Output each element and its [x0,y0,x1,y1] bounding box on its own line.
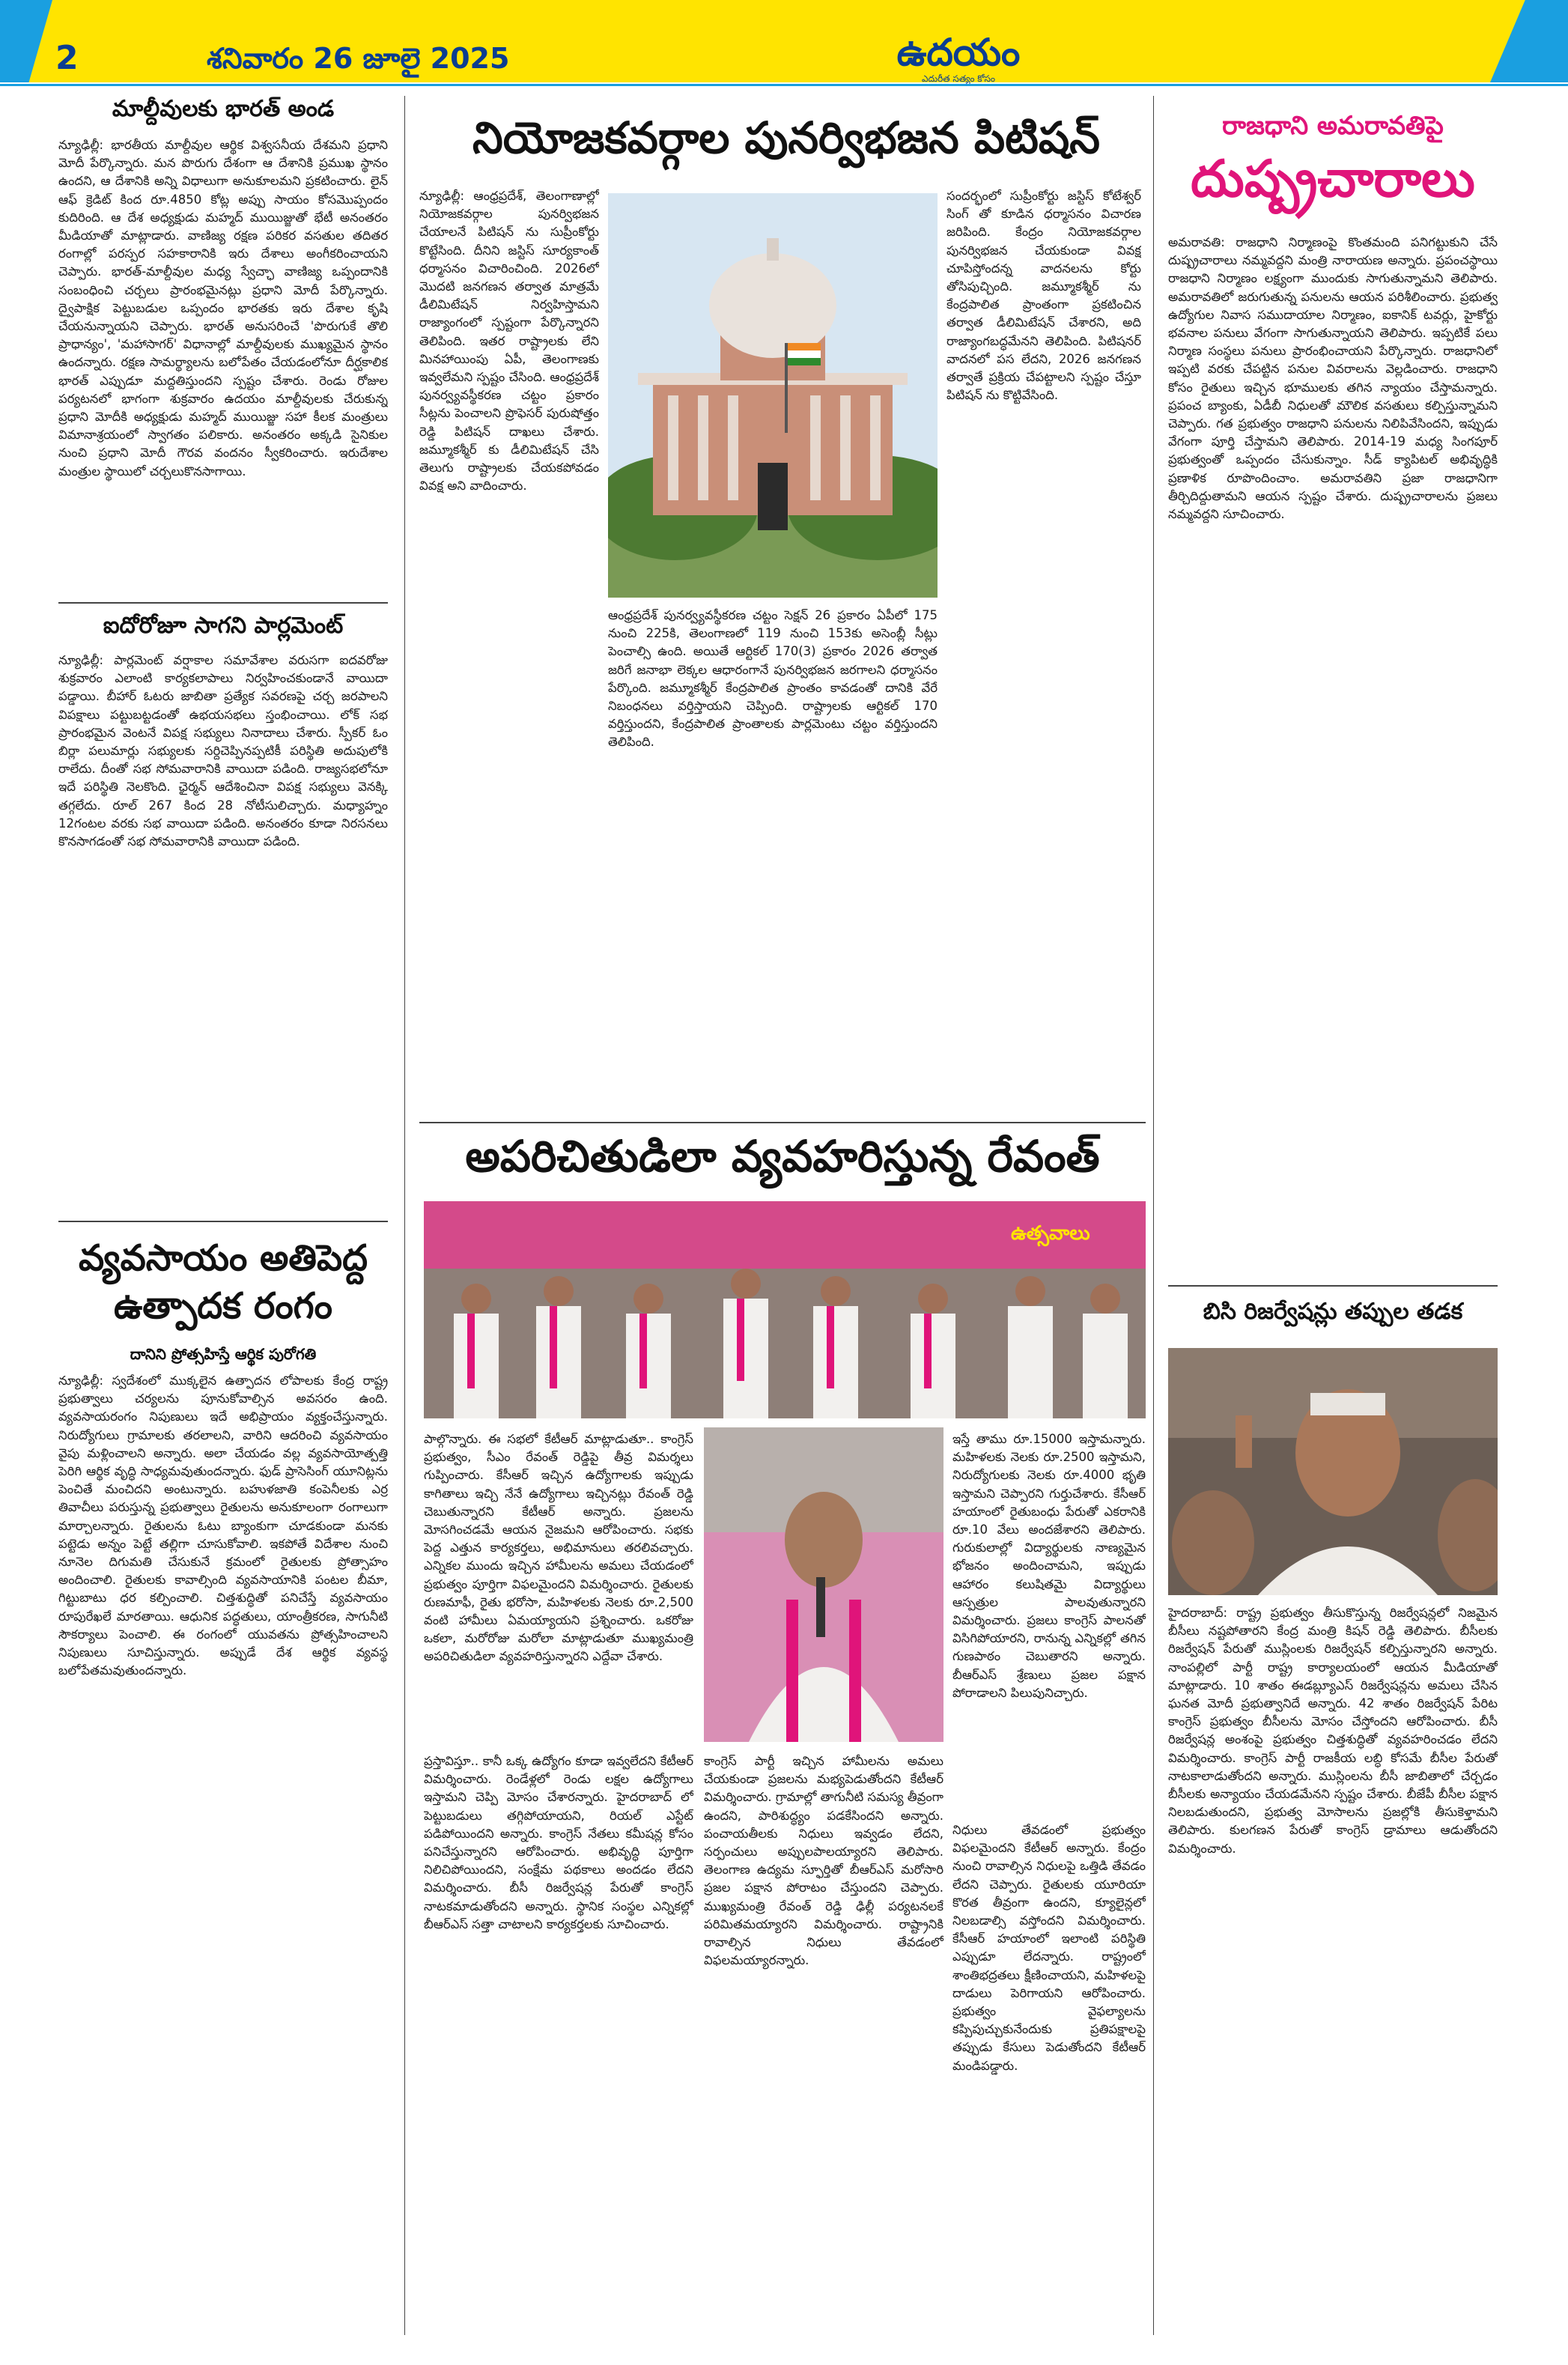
kishan-reddy-photo [1168,1348,1498,1595]
date-line: శనివారం 26 జూలై 2025 [207,42,510,75]
rally-banner-text: ఉత్సవాలు [1011,1222,1090,1245]
revanth-body-a: పాల్గొన్నారు. ఈ సభలో కేటీఆర్ మాట్లాడుతూ.. కాంగ్రెస్ ప్రభుత్వం, సీఎం రేవంత్ రెడ్డిపై తీవ్ర విమర్శలు గుప్పించారు. కేసీఆర్ ఇచ్చిన ఉద్యోగాలకు ఇప్పుడు కాగితాలు ఇచ్చి నేనే ఉద్యోగాలు ఇచ్చినట్లు రేవంత్ రెడ్డి చెబుతున్నారని కేటీఆర్ అన్నారు. ప్రజలను మోసగించడమే ఆయన నైజమని ఆరోపించారు. సభకు పెద్ద ఎత్తున కార్యకర్తలు, అభిమానులు తరలివచ్చారు. ఎన్నికల ముందు ఇచ్చిన హామీలను అమలు చేయడంలో ప్రభుత్వం పూర్తిగా విఫలమైందని విమర్శించారు. రైతులకు రుణమాఫీ, రైతు భరోసా, మహిళలకు నెలకు రూ.2,500 వంటి హామీలు ఏమయ్యాయని ప్రశ్నించారు. ఒకరోజు ఒకలా, మరోరోజు మరోలా మాట్లాడుతూ ముఖ్యమంత్రి అపరిచితుడిలా వ్యవహరిస్తున్నారని ఎద్దేవా చేశారు. [424,1432,693,1664]
ktr-rally-photo [424,1201,1146,1418]
divider [1168,1285,1498,1287]
revanth-headline: అపరిచితుడిలా వ్యవహరిస్తున్న రేవంత్ [465,1131,1100,1182]
story3-subheadline: దానిని ప్రోత్సహిస్తే ఆర్థిక పురోగతి [130,1345,317,1363]
logo-tagline: ఎదురీత సత్యం కోసం [921,73,996,84]
lead-body-left: న్యూఢిల్లీ: ఆంధ్రప్రదేశ్, తెలంగాణాల్లో నియోజకవర్గాల పునర్విభజన చేయాలనే పిటిషన్ ను సుప్రీంకోర్టు కొట్టేసింది. దీనిని జస్టిస్ సూర్యకాంత్ ధర్మాసనం విచారించింది. 2026లో మొదటి జనగణన తర్వాత మాత్రమే డీలిమిటేషన్ నిర్వహిస్తామని రాజ్యాంగంలో స్పష్టంగా పేర్కొన్నారని తెలిపింది. ఇతర రాష్ట్రాలకు లేని మినహాయింపు ఏపీ, తెలంగాణకు ఇవ్వలేమని స్పష్టం చేసింది. ఆంధ్రప్రదేశ్ పునర్వ్యవస్థీకరణ చట్టం ప్రకారం సీట్లను పెంచాలని ప్రొఫెసర్ పురుషోత్తం రెడ్డి పిటిషన్ దాఖలు చేశారు. జమ్మూకశ్మీర్ కు డీలిమిటేషన్ చేసి తెలుగు రాష్ట్రాలకు చేయకపోవడం వివక్ష అని వాదించారు. [419,189,599,494]
masthead-rule [0,84,1568,86]
column-rule [1153,96,1154,2335]
ktr-portrait-photo [704,1427,943,1742]
divider [58,1221,388,1222]
divider [58,602,388,604]
column-rule [404,96,405,2335]
story1-headline: మాల్దీవులకు భారత్ అండ [112,96,335,122]
revanth-body-c: ప్రస్తావిస్తూ.. కానీ ఒక్క ఉద్యోగం కూడా ఇవ్వలేదని కేటీఆర్ విమర్శించారు. రెండేళ్లలో రెండు లక్షల ఉద్యోగాలు ఇస్తామని చెప్పి మోసం చేశారన్నారు. హైదరాబాద్ లో పెట్టుబడులు తగ్గిపోయాయని, రియల్ ఎస్టేట్ పడిపోయిందని అన్నారు. కాంగ్రెస్ నేతలు కమీషన్ల కోసం పనిచేస్తున్నారని ఆరోపించారు. అభివృద్ధి పూర్తిగా నిలిచిపోయిందని, సంక్షేమ పథకాలు అందడం లేదని విమర్శించారు. బీసీ రిజర్వేషన్ల పేరుతో కాంగ్రెస్ నాటకమాడుతోందని అన్నారు. స్థానిక సంస్థల ఎన్నికల్లో బీఆర్ఎస్ సత్తా చాటాలని కార్యకర్తలకు సూచించారు. [424,1754,693,1931]
supreme-court-building-photo [608,193,938,598]
lead-body-right: సందర్భంలో సుప్రీంకోర్టు జస్టిస్ కోటేశ్వర్ సింగ్ తో కూడిన ధర్మాసనం విచారణ జరిపింది. కేంద్రం నియోజకవర్గాల పునర్విభజన చేయకుండా వివక్ష చూపిస్తోందన్న వాదనలను కోర్టు తోసిపుచ్చింది. జమ్మూకశ్మీర్ ను కేంద్రపాలిత ప్రాంతంగా ప్రకటించిన తర్వాత డీలిమిటేషన్ చేశారని, అది రాజ్యాంగబద్ధమేనని తెలిపింది. పిటిషనర్ వాదనలో పస లేదని, 2026 జనగణన తర్వాతే ప్రక్రియ చేపట్టాలని స్పష్టం చేస్తూ పిటిషన్ ను కొట్టివేసింది. [946,189,1141,403]
revanth-body-b: ఇస్తే తాము రూ.15000 ఇస్తామన్నారు. మహిళలకు నెలకు రూ.2500 ఇస్తామని, నిరుద్యోగులకు నెలకు రూ.4000 భృతి ఇస్తామని చెప్పారని గుర్తుచేశారు. కేసీఆర్ హయాంలో రైతుబంధు పేరుతో ఎకరానికి రూ.10 వేలు అందజేశారని తెలిపారు. గురుకులాల్లో విద్యార్థులకు నాణ్యమైన భోజనం అందించామని, ఇప్పుడు ఆహారం కలుషితమై విద్యార్థులు ఆస్పత్రుల పాలవుతున్నారని విమర్శించారు. ప్రజలు కాంగ్రెస్ పాలనతో విసిగిపోయారని, రానున్న ఎన్నికల్లో తగిన గుణపాఠం చెబుతారని అన్నారు. బీఆర్ఎస్ శ్రేణులు ప్రజల పక్షాన పోరాడాలని పిలుపునిచ్చారు. [952,1432,1146,1700]
right-body: అమరావతి: రాజధాని నిర్మాణంపై కొంతమంది పనిగట్టుకుని చేసే దుష్ప్రచారాలు నమ్మవద్దని మంత్రి నారాయణ అన్నారు. ప్రపంచస్థాయి రాజధాని నిర్మాణం లక్ష్యంగా ముందుకు సాగుతున్నామని తెలిపారు. అమరావతిలో జరుగుతున్న పనులను ఆయన పరిశీలించారు. ప్రభుత్వ ఉద్యోగుల నివాస సముదాయాల నిర్మాణం, ఐకానిక్ టవర్లు, హైకోర్టు భవనాల పనులు వేగంగా సాగుతున్నాయని తెలిపారు. ఇప్పటికే పలు నిర్మాణ సంస్థలు పనులు ప్రారంభించాయని పేర్కొన్నారు. రాజధానిలో ఇప్పటి వరకు చేపట్టిన పనుల వివరాలను వెల్లడించారు. రాజధాని కోసం రైతులు ఇచ్చిన భూములకు తగిన న్యాయం చేస్తామన్నారు. ప్రపంచ బ్యాంకు, ఏడీబీ నిధులతో మౌలిక వసతులు కల్పిస్తున్నామని చెప్పారు. గత ప్రభుత్వం రాజధాని పనులను నిలిపివేసిందని, ఇప్పుడు వేగంగా పూర్తి చేస్తామని తెలిపారు. 2014-19 మధ్య సింగపూర్ ప్రభుత్వంతో ఒప్పందం చేసుకున్నాం. సీడ్ క్యాపిటల్ అభివృద్ధికి ప్రణాళిక రూపొందించాం. అమరావతిని ప్రజా రాజధానిగా తీర్చిదిద్దుతామని ఆయన స్పష్టం చేశారు. దుష్ప్రచారాలను ప్రజలు నమ్మవద్దని సూచించారు. [1168,235,1498,522]
right-kicker: రాజధాని అమరావతిపై [1222,111,1444,141]
revanth-body-d: కాంగ్రెస్ పార్టీ ఇచ్చిన హామీలను అమలు చేయకుండా ప్రజలను మభ్యపెడుతోందని కేటీఆర్ విమర్శించారు. గ్రామాల్లో తాగునీటి సమస్య తీవ్రంగా ఉందని, పారిశుద్ధ్యం పడకేసిందని అన్నారు. పంచాయతీలకు నిధులు ఇవ్వడం లేదని, సర్పంచులు అప్పులపాలయ్యారని తెలిపారు. తెలంగాణ ఉద్యమ స్ఫూర్తితో బీఆర్ఎస్ మరోసారి ప్రజల పక్షాన పోరాటం చేస్తుందని చెప్పారు. ముఖ్యమంత్రి రేవంత్ రెడ్డి ఢిల్లీ పర్యటనలకే పరిమితమయ్యారని విమర్శించారు. రాష్ట్రానికి రావాల్సిన నిధులు తేవడంలో విఫలమయ్యారన్నారు. [704,1754,943,1968]
lead-body-mid: ఆంధ్రప్రదేశ్ పునర్వ్యవస్థీకరణ చట్టం సెక్షన్ 26 ప్రకారం ఏపీలో 175 నుంచి 225కి, తెలంగాణలో 119 నుంచి 153కు అసెంబ్లీ సీట్లు పెంచాల్సి ఉంది. అయితే ఆర్టికల్ 170(3) ప్రకారం 2026 తర్వాత జరిగే జనాభా లెక్కల ఆధారంగానే పునర్విభజన జరగాలని ధర్మాసనం పేర్కొంది. జమ్మూకశ్మీర్ కేంద్రపాలిత ప్రాంతం కావడంతో దానికి వేరే నిబంధనలు వర్తిస్తాయని చెప్పింది. రాష్ట్రాలకు ఆర్టికల్ 170 వర్తిస్తుందని, కేంద్రపాలిత ప్రాంతాలకు పార్లమెంటు చట్టం వర్తిస్తుందని తెలిపింది. [608,608,938,750]
revanth-body-e: నిధులు తేవడంలో ప్రభుత్వం విఫలమైందని కేటీఆర్ అన్నారు. కేంద్రం నుంచి రావాల్సిన నిధులపై ఒత్తిడి తేవడం లేదని చెప్పారు. రైతులకు యూరియా కొరత తీవ్రంగా ఉందని, క్యూలైన్లలో నిలబడాల్సి వస్తోందని విమర్శించారు. కేసీఆర్ హయాంలో ఇలాంటి పరిస్థితి ఎప్పుడూ లేదన్నారు. రాష్ట్రంలో శాంతిభద్రతలు క్షీణించాయని, మహిళలపై దాడులు పెరిగాయని ఆరోపించారు. ప్రభుత్వం వైఫల్యాలను కప్పిపుచ్చుకునేందుకు ప్రతిపక్షాలపై తప్పుడు కేసులు పెడుతోందని కేటీఆర్ మండిపడ్డారు. [952,1823,1146,2073]
divider [419,1122,1146,1123]
story2-headline: ఐదోరోజూ సాగని పార్లమెంట్ [103,613,344,639]
right-story2-body: హైదరాబాద్: రాష్ట్ర ప్రభుత్వం తీసుకొస్తున్న రిజర్వేషన్లలో నిజమైన బీసీలు నష్టపోతారని కేంద్ర మంత్రి కిషన్ రెడ్డి తెలిపారు. బీసీలకు రిజర్వేషన్ పేరుతో ముస్లింలకు రిజర్వేషన్ కల్పిస్తున్నారని అన్నారు. నాంపల్లిలో పార్టీ రాష్ట్ర కార్యాలయంలో ఆయన మీడియాతో మాట్లాడారు. 10 శాతం ఈడబ్ల్యూఎస్ రిజర్వేషన్లను అమలు చేసిన ఘనత మోదీ ప్రభుత్వానిదే అన్నారు. 42 శాతం రిజర్వేషన్ పేరిట కాంగ్రెస్ ప్రభుత్వం బీసీలను మోసం చేస్తోందని ఆరోపించారు. బీసీ రిజర్వేషన్ల అంశంపై ప్రభుత్వం చిత్తశుద్ధితో వ్యవహరించడం లేదని విమర్శించారు. కాంగ్రెస్ పార్టీ రాజకీయ లబ్ధి కోసమే బీసీల పేరుతో నాటకాలాడుతోందని అన్నారు. ముస్లింలను బీసీ జాబితాలో చేర్చడం బీసీలకు అన్యాయం చేయడమేనని స్పష్టం చేశారు. బీజేపీ బీసీల పక్షాన నిలబడుతుందని, ప్రభుత్వ మోసాలను ప్రజల్లోకి తీసుకెళ్తామని తెలిపారు. కులగణన పేరుతో కాంగ్రెస్ డ్రామాలు ఆడుతోందని విమర్శించారు. [1168,1606,1498,1856]
newspaper-logo: ఉదయం [896,30,1021,74]
lead-headline: నియోజకవర్గాల పునర్విభజన పిటిషన్ [472,112,1100,163]
right-story2-headline: బిసి రిజర్వేషన్లు తప్పుల తడక [1203,1299,1463,1325]
story3-body: న్యూఢిల్లీ: స్వదేశంలో ముక్కలైన ఉత్పాదన లోపాలకు కేంద్ర రాష్ట్ర ప్రభుత్వాలు చర్యలను పూనుకోవాల్సిన అవసరం ఉంది. వ్యవసాయరంగం నిపుణులు ఇదే అభిప్రాయం వ్యక్తంచేస్తున్నారు. నిరుద్యోగులు గ్రామాలకు తరలాలని, వారిని ఆదరించి వ్యవసాయం వైపు మళ్లించాలని అన్నారు. అలా చేయడం వల్ల వ్యవసాయోత్పత్తి పెరిగి ఆర్థిక వృద్ధి సాధ్యమవుతుందన్నారు. ఫుడ్ ప్రాసెసింగ్ యూనిట్లను పెంచితే మంచిదని అంటున్నారు. బహుళజాతి కంపెనీలకు ఎర్ర తివాచీలు పరుస్తున్న ప్రభుత్వాలు రైతులను అనుకూలంగా రంగాలుగా మార్చాలన్నారు. రైతులను ఓటు బ్యాంకుగా చూడకుండా మనకు పట్టెడు అన్నం పెట్టే తల్లిగా చూసుకోవాలి. ఇకపోతే విదేశాల నుంచి నూనెల దిగుమతి చేసుకునే క్రమంలో రైతులకు ప్రోత్సాహం అందించాలి. రైతులకు కావాల్సింది వ్యవసాయానికి పంటల బీమా, గిట్టుబాటు ధర కల్పించాలి. చిత్తశుద్ధితో పనిచేస్తే వ్యవసాయం రూపురేఖలే మారతాయి. ఆధునిక పద్ధతులు, యాంత్రీకరణ, సాగునీటి సౌకర్యాలు పెంచాలి. ఈ రంగంలో యువతను ప్రోత్సహించాలని నిపుణులు సూచిస్తున్నారు. అప్పుడే దేశ ఆర్థిక వ్యవస్థ బలోపేతమవుతుందన్నారు. [58,1373,388,1678]
right-headline: దుష్ప్రచారాలు [1191,150,1475,209]
story2-body: న్యూఢిల్లీ: పార్లమెంట్ వర్షాకాల సమావేశాల వరుసగా ఐదవరోజు శుక్రవారం ఎలాంటి కార్యకలాపాలు నిర్వహించకుండానే వాయిదా పడ్డాయి. బీహార్ ఓటరు జాబితా ప్రత్యేక సవరణపై చర్చ జరపాలని విపక్షాలు పట్టుబట్టడంతో ఉభయసభలు స్తంభించాయి. లోక్ సభ ప్రారంభమైన వెంటనే విపక్ష సభ్యులు నినాదాలు చేశారు. స్పీకర్ ఓం బిర్లా పలుమార్లు సభ్యులకు సర్దిచెప్పినప్పటికీ పరిస్థితి అదుపులోకి రాలేదు. దీంతో సభ సోమవారానికి వాయిదా పడింది. రాజ్యసభలోనూ ఇదే పరిస్థితి నెలకొంది. ఛైర్మన్ ఆదేశించినా విపక్ష సభ్యులు వెనక్కి తగ్గలేదు. రూల్ 267 కింద 28 నోటీసులిచ్చారు. మధ్యాహ్నం 12గంటల వరకు సభ వాయిదా పడింది. అనంతరం కూడా నిరసనలు కొనసాగడంతో సభ సోమవారానికి వాయిదా పడింది. [58,653,388,849]
story1-body: న్యూఢిల్లీ: భారతీయ మాల్దీవుల ఆర్థిక విశ్వసనీయ దేశమని ప్రధాని మోదీ పేర్కొన్నారు. మన పొరుగు దేశంగా ఆ దేశానికి ప్రముఖ స్థానం ఉందని, ఆ దేశానికి అన్ని విధాలుగా అనుకూలమని ప్రకటించారు. లైన్ ఆఫ్ క్రెడిట్ కింద రూ.4850 కోట్ల అప్పు సాయం కోసమొప్పందం కుదిరింది. ఆ దేశ అధ్యక్షుడు మహ్మద్ ముయిజ్జుతో భేటీ అనంతరం మీడియాతో మాట్లాడారు. వాణిజ్య రక్షణ పరికర వసతుల తదితర రంగాల్లో పరస్పర సహకారానికి ఇరు దేశాలు అంగీకరించాయని చెప్పారు. భారత్-మాల్దీవుల మధ్య స్వేచ్ఛా వాణిజ్య ఒప్పందానికి సంబంధించి చర్చలు ప్రారంభమైనట్లు ప్రధాని మోదీ పేర్కొన్నారు. ద్వైపాక్షిక పెట్టుబడుల ఒప్పందం భారతకు ఇరు దేశాల కృషి చేయనున్నాయని చెప్పారు. భారత్ అనుసరించే 'పొరుగుకే తొలి ప్రాధాన్యం', 'మహాసాగర్' విధానాల్లో మాల్దీవులకు ముఖ్యమైన స్థానం ఉందన్నారు. రక్షణ సామర్థ్యాలను బలోపేతం చేయడంలోనూ దీర్ఘకాలిక భారత్ ఎప్పుడూ మద్దతిస్తుందని స్పష్టం చేశారు. రెండు రోజుల పర్యటనలో భాగంగా శుక్రవారం ఉదయం మాల్దీవులకు చేరుకున్న ప్రధాని మోదీకి అధ్యక్షుడు మహ్మద్ ముయిజ్జు సహా కీలక మంత్రులు విమానాశ్రయంలో స్వాగతం పలికారు. అనంతరం అక్కడి సైనికుల నుంచి ప్రధాని మోదీ గౌరవ వందనం స్వీకరించారు. ఇరుదేశాల మంత్రుల స్థాయిలో చర్చలుకొనసాగాయి. [58,138,388,479]
page-number: 2 [55,39,79,77]
story3-headline: వ్యవసాయం అతిపెద్ద ఉత్పాదక రంగం [79,1237,368,1327]
